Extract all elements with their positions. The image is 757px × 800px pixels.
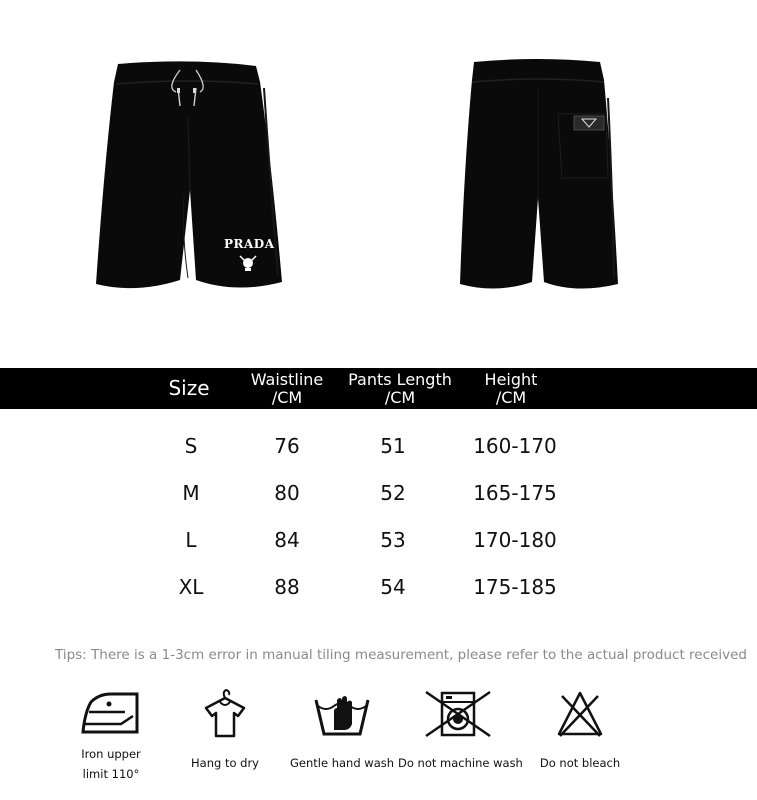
header-pants-length-label: Pants Length <box>348 370 452 389</box>
hand-wash-icon <box>312 690 372 738</box>
header-height-unit: /CM <box>495 388 527 407</box>
row-waist: 84 <box>274 528 300 552</box>
care-item-hang <box>184 688 266 773</box>
brand-emblem <box>236 252 260 272</box>
measurement-tips: Tips: There is a 1-3cm error in manual tiling measurement, please refer to the actual product received <box>55 647 747 663</box>
care-item-iron <box>70 690 152 784</box>
row-height: 160-170 <box>473 434 557 458</box>
care-label-no-machine-wash: Do not machine wash <box>398 756 523 770</box>
table-row <box>0 572 757 602</box>
header-height <box>464 371 558 407</box>
row-length: 54 <box>380 575 406 599</box>
care-label-no-bleach: Do not bleach <box>539 756 621 770</box>
shorts-back-image <box>458 58 618 294</box>
care-label-iron-1: Iron upper <box>81 747 141 761</box>
table-row <box>0 525 757 555</box>
product-images <box>0 0 757 340</box>
row-height: 175-185 <box>473 575 557 599</box>
header-height-label: Height <box>484 370 538 389</box>
care-label-hand-wash: Gentle hand wash <box>290 756 395 770</box>
header-size: Size <box>168 376 210 400</box>
care-item-no-machine-wash <box>398 690 523 773</box>
brand-print: PRADA <box>224 237 275 251</box>
header-waistline-unit: /CM <box>271 388 303 407</box>
header-pants-length <box>338 371 462 407</box>
row-waist: 80 <box>274 481 300 505</box>
row-height: 165-175 <box>473 481 557 505</box>
row-waist: 88 <box>274 575 300 599</box>
hang-dry-icon <box>202 688 248 740</box>
care-label-hang: Hang to dry <box>191 756 259 770</box>
row-height: 170-180 <box>473 528 557 552</box>
row-length: 53 <box>380 528 406 552</box>
header-waistline <box>232 371 342 407</box>
iron-icon <box>81 690 141 736</box>
size-table-header <box>0 368 757 409</box>
row-size: L <box>185 528 197 552</box>
no-machine-wash-icon <box>424 690 492 738</box>
row-waist: 76 <box>274 434 300 458</box>
care-item-no-bleach <box>536 690 624 773</box>
row-size: M <box>182 481 200 505</box>
row-size: S <box>184 434 198 458</box>
row-length: 51 <box>380 434 406 458</box>
table-row <box>0 478 757 508</box>
header-pants-length-unit: /CM <box>384 388 416 407</box>
row-length: 52 <box>380 481 406 505</box>
row-size: XL <box>178 575 204 599</box>
header-waistline-label: Waistline <box>250 370 324 389</box>
care-item-hand-wash <box>290 690 394 773</box>
table-row <box>0 431 757 461</box>
no-bleach-icon <box>556 690 604 738</box>
care-label-iron-2: limit 110° <box>82 767 140 781</box>
